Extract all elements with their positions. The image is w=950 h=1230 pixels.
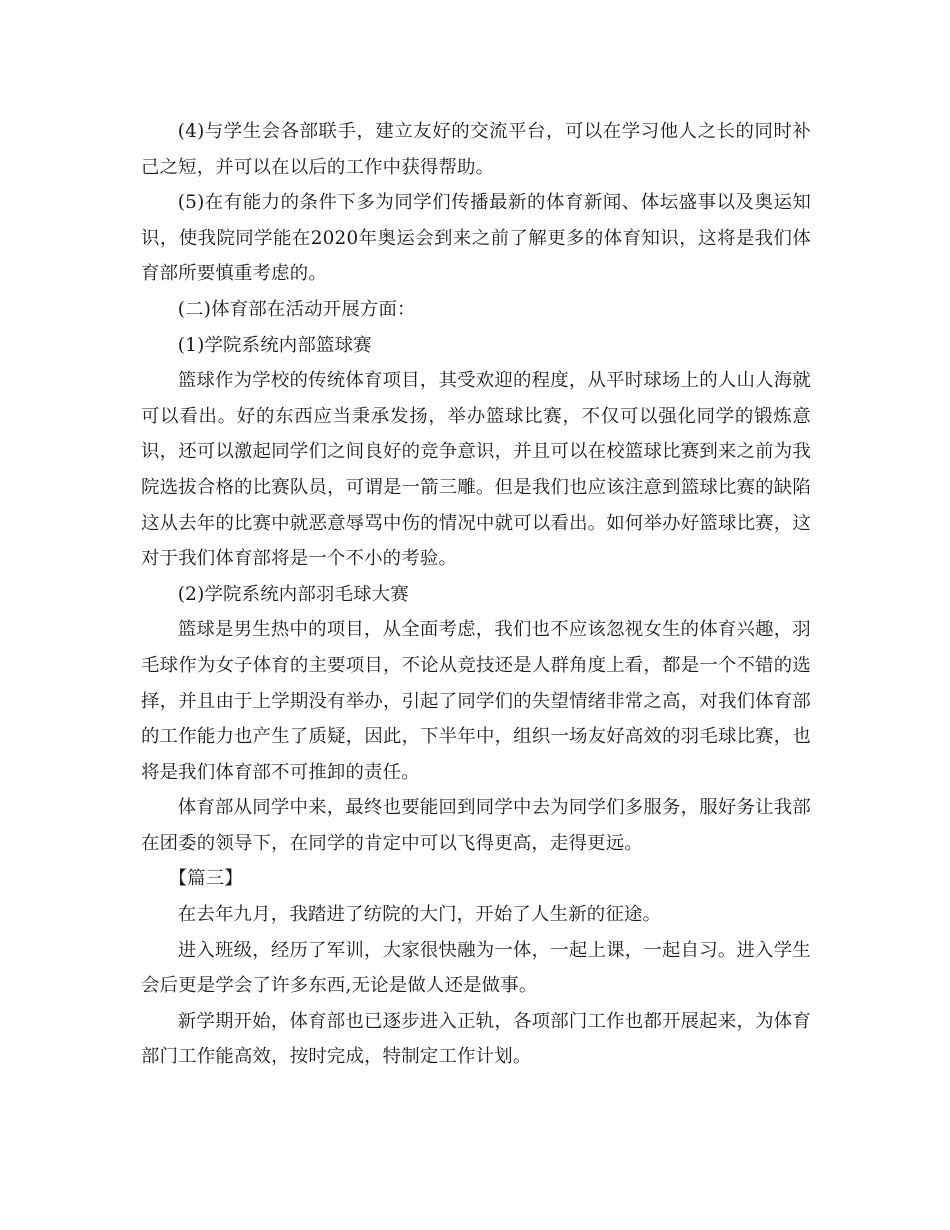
paragraph-badminton: 篮球是男生热中的项目，从全面考虑，我们也不应该忽视女生的体育兴趣，羽毛球作为女子体育的主要项目，不论从竞技还是人群角度上看，都是一个不错的选择，并且由于上学期没有举办，引起了同学们的失望情绪非常之高，对我们体育部的工作能力也产生了质疑，因此，下半年中，组织一场友好高效的羽毛球比赛，也将是我们体育部不可推卸的责任。: [141, 619, 811, 783]
section-marker-part-three: 【篇三】: [168, 868, 243, 890]
paragraph-conclusion: 体育部从同学中来，最终也要能回到同学中去为同学们多服务，服好务让我部在团委的领导下，在同学的肯定中可以飞得更高，走得更远。: [141, 797, 811, 854]
paragraph-item-4: (4)与学生会各部联手，建立友好的交流平台，可以在学习他人之长的同时补己之短，并可以在以后的工作中获得帮助。: [141, 121, 811, 178]
subheading-badminton: (2)学院系统内部羽毛球大赛: [177, 583, 409, 605]
paragraph-item-5: (5)在有能力的条件下多为同学们传播最新的体育新闻、体坛盛事以及奥运知识，使我院同学能在2020年奥运会到来之前了解更多的体育知识，这将是我们体育部所要慎重考虑的。: [141, 192, 811, 285]
document-body: [141, 114, 811, 1075]
paragraph-basketball: 篮球作为学校的传统体育项目，其受欢迎的程度，从平时球场上的人山人海就可以看出。好的东西应当秉承发扬，举办篮球比赛，不仅可以强化同学的锻炼意识，还可以激起同学们之间良好的竞争意识，并且可以在校篮球比赛到来之前为我院选拔合格的比赛队员，可谓是一箭三雕。但是我们也应该注意到篮球比赛的缺陷这从去年的比赛中就恶意辱骂中伤的情况中就可以看出。如何举办好篮球比赛，这对于我们体育部将是一个不小的考验。: [141, 370, 811, 570]
paragraph-intro-september: 在去年九月，我踏进了纺院的大门，开始了人生新的征途。: [177, 904, 662, 926]
paragraph-new-semester: 新学期开始，体育部也已逐步进入正轨，各项部门工作也都开展起来，为体育部门工作能高效，按时完成，特制定工作计划。: [141, 1010, 811, 1068]
paragraph-class-life: 进入班级，经历了军训，大家很快融为一体，一起上课，一起自习。进入学生会后更是学会了许多东西,无论是做人还是做事。: [141, 939, 811, 997]
subheading-basketball: (1)学院系统内部篮球赛: [177, 334, 372, 356]
section-heading-activities: (二)体育部在活动开展方面：: [177, 298, 416, 320]
